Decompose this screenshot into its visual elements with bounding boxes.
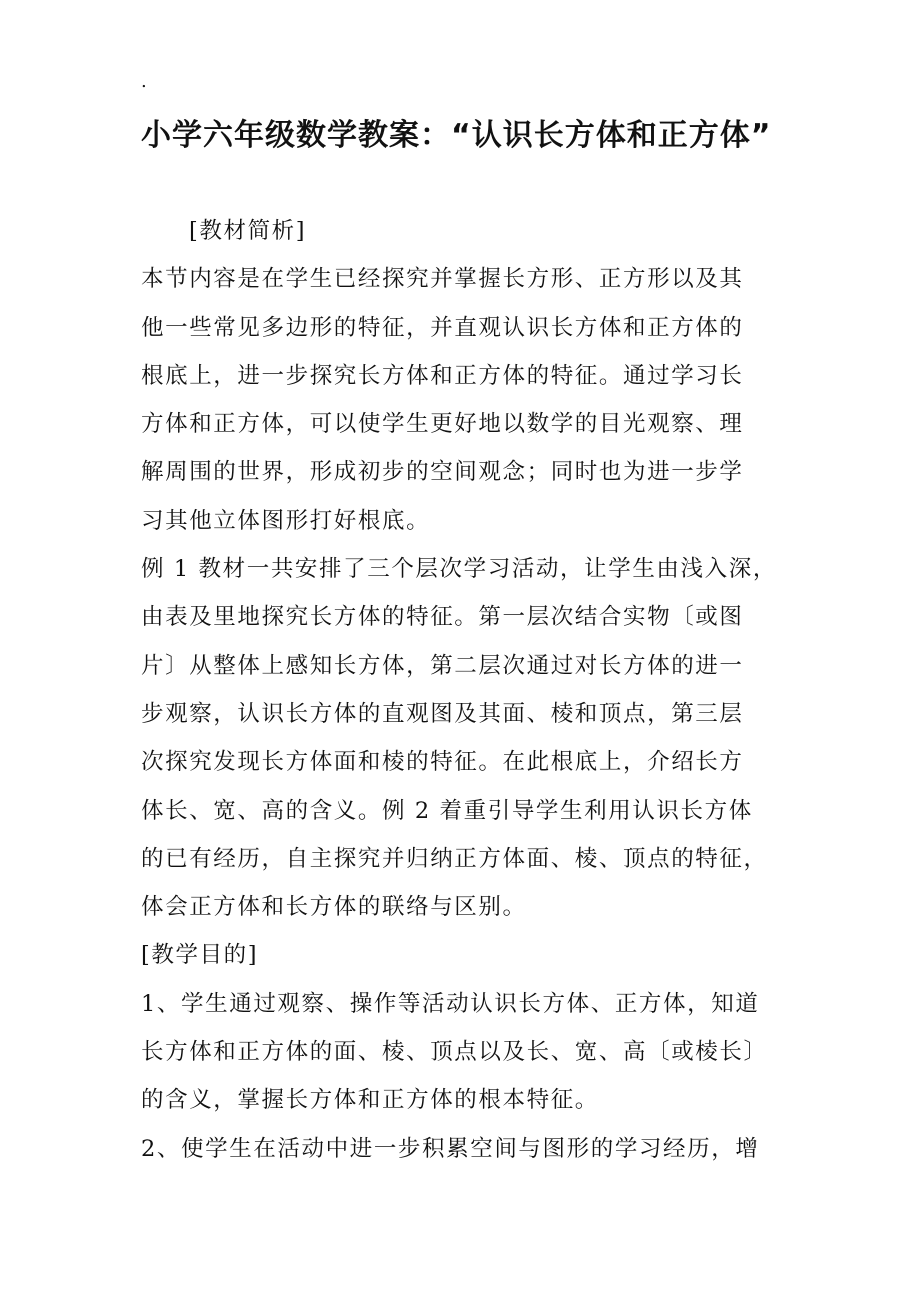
section-heading-textbook-analysis: [教材简析] (189, 218, 307, 244)
paragraph-line: 体会正方体和长方体的联络与区别。 (141, 894, 527, 921)
paragraph-line: 例 1 教材一共安排了三个层次学习活动，让学生由浅入深， (141, 556, 777, 583)
paragraph-line: 他一些常见多边形的特征，并直观认识长方体和正方体的 (141, 314, 744, 341)
paragraph-line: 习其他立体图形打好根底。 (141, 507, 431, 534)
paragraph-line: 体长、宽、高的含义。例 2 着重引导学生利用认识长方体 (141, 797, 753, 824)
objective-line: 2、使学生在活动中进一步积累空间与图形的学习经历，增 (141, 1135, 760, 1162)
paragraph-line: 本节内容是在学生已经探究并掌握长方形、正方形以及其 (141, 266, 744, 293)
paragraph-line: 步观察，认识长方体的直观图及其面、棱和顶点，第三层 (141, 700, 744, 727)
paragraph-line: 方体和正方体，可以使学生更好地以数学的目光观察、理 (141, 411, 744, 438)
objective-line: 长方体和正方体的面、棱、顶点以及长、宽、高〔或棱长〕 (141, 1039, 768, 1066)
section-heading-teaching-objectives: [教学目的] (141, 942, 259, 969)
header-dot: . (141, 71, 147, 92)
paragraph-line: 根底上，进一步探究长方体和正方体的特征。通过学习长 (141, 362, 744, 389)
paragraph-line: 由表及里地探究长方体的特征。第一层次结合实物〔或图 (141, 604, 744, 631)
objective-line: 的含义，掌握长方体和正方体的根本特征。 (141, 1087, 599, 1114)
paragraph-line: 解周围的世界，形成初步的空间观念；同时也为进一步学 (141, 459, 744, 486)
paragraph-line: 片〕从整体上感知长方体，第二层次通过对长方体的进一 (141, 652, 744, 679)
document-title: 小学六年级数学教案：“认识长方体和正方体” (141, 118, 772, 153)
objective-line: 1、学生通过观察、操作等活动认识长方体、正方体，知道 (141, 990, 760, 1017)
document-body (141, 207, 781, 1173)
paragraph-line: 的已有经历，自主探究并归纳正方体面、棱、顶点的特征， (141, 845, 768, 872)
paragraph-line: 次探究发现长方体面和棱的特征。在此根底上，介绍长方 (141, 749, 744, 776)
